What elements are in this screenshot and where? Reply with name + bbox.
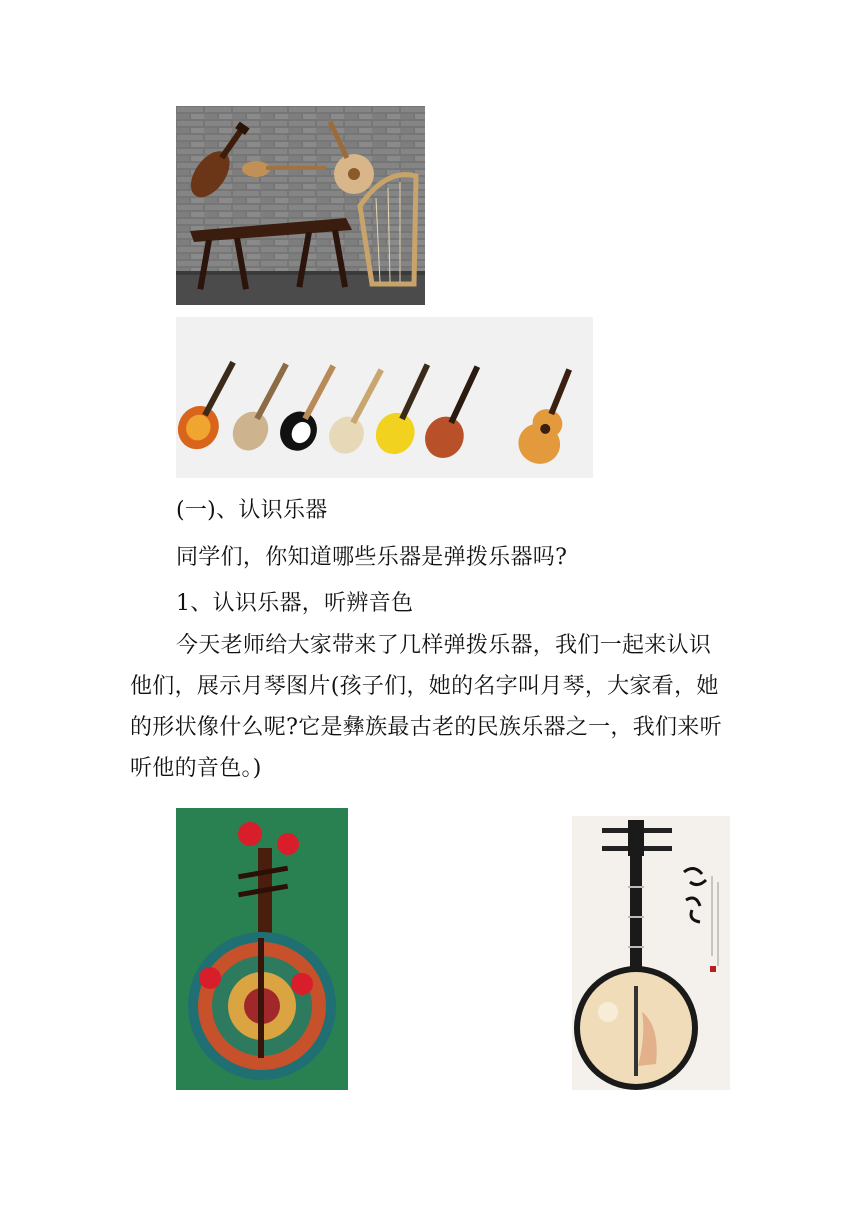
section-heading: (一)、认识乐器 [176, 498, 328, 523]
step-heading: 1、认识乐器，听辨音色 [176, 591, 414, 616]
yueqin-poster-image [572, 816, 730, 1090]
body-paragraph: 今天老师给大家带来了几样弹拨乐器，我们一起来认识他们，展示月琴图片(孩子们，她的名字叫月琴，大家看，她的形状像什么呢?它是彝族最古老的民族乐器之一，我们来听听他的音色。) [130, 633, 722, 781]
yueqin-photo-image [176, 808, 348, 1090]
guitar-row-image [176, 317, 593, 478]
instruments-wall-image [176, 106, 425, 305]
question-text: 同学们，你知道哪些乐器是弹拨乐器吗? [176, 545, 568, 570]
